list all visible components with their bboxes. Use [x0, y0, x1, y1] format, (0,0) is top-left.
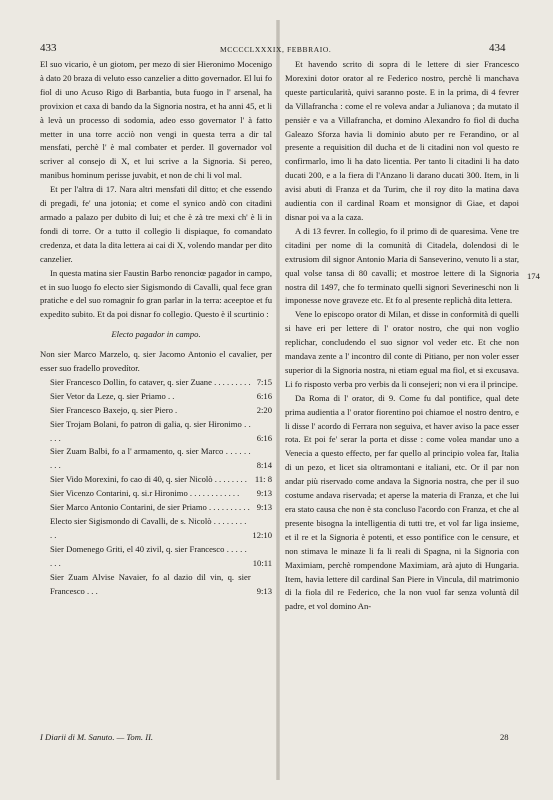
margin-number: 174 — [527, 271, 540, 281]
left-paragraph-3: In questa matina sier Faustin Barbo renonciœ pagador in campo, et in suo luogo fo electo sier Sigismondo di Cavalli, qual fece gran pratiche e del suo romagnir fo gran parlar in la terra: aceeptoe et fu expedito subito. Et da poi disnar fo collegio. Questo è il scurtinio : — [40, 267, 272, 320]
ballot-candidate: Sier Vicenzo Contarini, q. si.r Hironimo . . . . . . . . . . . . — [50, 488, 240, 499]
right-paragraph-1: Et havendo scrito di sopra di le lettere di sier Francesco Morexini dotor orator al re Federico nostro, perchè li manchava queste particularità, quivi saranno poste. E in la prima, di 4 fevrer da Villafrancha : come el re voleva andar a Julianova ; da mutato il pensièr e va a Villafrancha, et domino Alexandro fo fiol di ducha Galeazo Sforza havia li dominio abuto per re Ferandino, or al presente a requisition dil ducha et de li citadini non vol questo re confirmarlo, imo li ha dato licentia. Per tanto li citadini li ha dato ducati 200, e a la fiera di l'Anzano li darano ducati 300. Item, in li avisi abuti di Franza et da Turim, che il roy dito la matina dava audientia con il cardinal Roam et monsignor di Giae, et dapoi disnar poi va a la caza. — [285, 59, 519, 222]
signature-number: 28 — [500, 732, 509, 742]
ballot-votes: 11: 8 — [254, 474, 272, 485]
left-paragraph-2: Et per l'altra di 17. Nara altri mensfati dil ditto; et che essendo di pregadi, fe' una jotonia; et come el synico andò con citadini armado a palazo per dubito di lui; et che è zà tre mexi ch' è li in fondi di torre. Or a tutto il collegio li dispiaque, fo comandato credenza, et data la dita lettera ai cai di X, volendo mandar per dito canzelier. — [40, 184, 272, 264]
right-column — [285, 58, 519, 614]
ballot-title: Electo pagador in campo. — [111, 329, 201, 340]
footer-title: I Diarii di M. Sanuto. — Tom. II. — [40, 732, 154, 742]
ballot-votes: 6:16 — [256, 390, 272, 401]
ballot-candidate: Electo sier Sigismondo di Cavalli, de s. Nicolò . . . . . . . . . . — [50, 516, 247, 540]
ballot-candidate: Sier Francesco Baxejo, q. sier Piero . — [50, 404, 178, 415]
ballot-row — [40, 487, 272, 501]
right-page-number: 434 — [489, 42, 506, 54]
ballot-candidate: Sier Francesco Dollin, fo cataver, q. sier Zuane . . . . . . . . . — [50, 376, 251, 387]
ballot-intro: Non sier Marco Marzelo, q. sier Jacomo Antonio el cavalier, per esser suo fradello provedítor. — [40, 349, 272, 374]
right-paragraph-4: Da Roma di l' orator, di 9. Come fu dal pontifice, qual dete prima audientia a l' orator fiorentino poi chiamoe el nostro dentro, e li disse l' acordo di Ferrara non seguiva, et haver aviso la pace esser rota. Et poi fe' serar la porta et disse : come volea mandar uno a Venecia a questo effecto, per far quello al principio volea far, Italia di un pezo, et licet sia oltramontani e italiani, etc. Or il par non andar più riservado come andava la Signoria nostra, che per il suo costume andava riservada; et aperse la materia di Franza, et che lui era stato causa che non è sta concluso l'acordo con Franza, et che al presente bisogna la intelligentia di tutti tre, et vol far liga insieme, et il re et la Signoria è potenti, et esso pontifice con le censure, et non stimava le minaze li fa li reali di Spagna, ni la Signoria con Maximiam, perchè rompendone Maximiam, arà ajuto di Hungaria. Item, havia lettere dil cardinal San Piere in Vincula, dil matrimonio di la fiola dil re Federico, che la non vuol far senza voluntà dil padre, et vol domino An- — [285, 392, 519, 612]
ballot-candidate: Sier Marco Antonio Contarini, de sier Priamo . . . . . . . . . . — [50, 502, 250, 513]
ballot-votes: 8:14 — [256, 460, 272, 471]
ballot-list — [40, 376, 272, 599]
running-title: MCCCCLXXXIX, FEBBRAIO. — [220, 45, 332, 54]
ballot-row — [40, 404, 272, 418]
ballot-candidate: Sier Trojam Bolani, fo patron di galia, q. sier Hironimo . . . . . — [50, 418, 251, 443]
ballot-candidate: Sier Zuam Balbi, fo a l' armamento, q. sier Marco . . . . . . . . . — [50, 446, 251, 471]
left-column — [40, 58, 272, 598]
ballot-votes: 2:20 — [256, 404, 272, 415]
ballot-row — [40, 515, 272, 543]
ballot-candidate: Sier Domenego Griti, el 40 zivil, q. sier Francesco . . . . . . . . — [50, 543, 247, 568]
ballot-row — [40, 543, 272, 571]
ballot-row — [40, 390, 272, 404]
ballot-votes: 9:13 — [256, 502, 272, 513]
ballot-votes: 10:11 — [252, 557, 272, 568]
ballot-row — [40, 445, 272, 473]
ballot-row — [40, 418, 272, 446]
right-paragraph-3: Vene lo episcopo orator di Milan, et disse in conformità di quelli si have eri per lettere di l' orator nostro, che qui non voglio replichar, concludendo el suo signor vol veder etc. Et che non mandava zente a l' incontro dil conte di Pitiano, per non voler esser superior di la Signoria nostra, ni etiam egual ma fiol, et si excusava. Li fo risposto verba pro verbis da li consejeri; non vi era il principe. — [285, 309, 519, 389]
ballot-row — [40, 501, 272, 515]
ballot-votes: 7:15 — [256, 376, 272, 387]
ballot-row — [40, 376, 272, 390]
ballot-candidate: Sier Vido Morexini, fo cao di 40, q. sier Nicolò . . . . . . . . — [50, 474, 247, 485]
left-paragraph-1: El suo vicario, è un giotom, per mezo di sier Hieronimo Mocenigo à dato 20 braza di veluto esso canzelier a ditto governador. El lui fo fiol di uno Acuso Rigo di Barbantia, buta fuogo in l' arsenal, ha provixion et caxa di bando da la Signoria nostra, et ha anni 45, et li à levà un processo di sodomia, adeo esso governator l' à fatto metter in una torre acciò non vengi in questa terra a dir tal mensfati, perchè l' è mal combater et perder. Il governador vol scriver al consejo di X, et lui scrive a la Signoria. Si pereo, manibus hominum perisse juvabit, et non de chi li vol mal. — [40, 59, 272, 181]
left-page-number: 433 — [40, 42, 57, 54]
ballot-votes: 9:13 — [256, 585, 272, 596]
ballot-row — [40, 571, 272, 599]
right-paragraph-2: A di 13 fevrer. In collegio, fo il primo di de quaresima. Vene tre citadini per nome di la comunità di Citadela, dolendosi di le extrusiom dil signor Antonio Maria di Sanseverino, venuto li a star, qual volse tansa di 80 cavalli; et mostroe lettere di la Signoria nostra dil 1497, che fo terminato quelli signori Severineschi non li imponesse nove graveze etc. Et fo al presente replichà dita lettera. — [285, 225, 519, 306]
ballot-votes: 6:16 — [256, 432, 272, 443]
page-gutter — [276, 20, 280, 780]
ballot-votes: 12:10 — [252, 529, 272, 540]
ballot-candidate: Sier Zuam Alvise Navaier, fo al dazio dil vin, q. sier Francesco . . . — [50, 571, 251, 596]
ballot-candidate: Sier Vetor da Leze, q. sier Priamo . . — [50, 390, 175, 401]
ballot-row — [40, 473, 272, 487]
ballot-votes: 9:13 — [256, 488, 272, 499]
